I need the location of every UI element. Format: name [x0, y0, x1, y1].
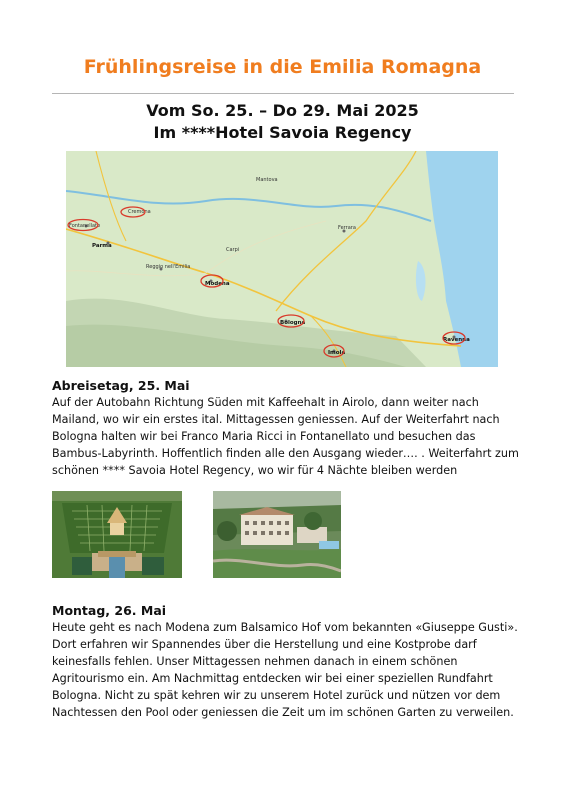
map-label-imola: Imola	[328, 350, 346, 356]
text-line: schönen **** Savoia Hotel Regency, wo wir für 4 Nächte bleiben werden	[52, 464, 458, 477]
map-label-fontanellato: Fontanellato	[69, 223, 101, 229]
text-line: Mailand, wo wir ein erstes ital. Mittagessen geniessen. Auf der Weiterfahrt nach	[52, 413, 500, 426]
section-text-abreisetag	[52, 394, 522, 479]
page-title: Frühlingsreise in die Emilia Romagna	[83, 56, 482, 78]
date-line: Vom So. 25. – Do 29. Mai 2025	[146, 101, 419, 120]
map-label-ravenna: Ravenna	[443, 337, 470, 343]
map-label-modena: Modena	[205, 281, 230, 287]
map-label-carpi: Carpi	[226, 247, 240, 253]
map-label-mantova: Mantova	[256, 177, 278, 183]
text-line: Heute geht es nach Modena zum Balsamico Hof vom bekannten «Giuseppe Gusti».	[52, 621, 518, 634]
hotel-photo	[213, 491, 341, 578]
route-map	[66, 151, 498, 367]
section-text-montag	[52, 619, 522, 721]
text-line: Agritourismo ein. Am Nachmittag entdecken wir bei einer speziellen Rundfahrt	[52, 672, 493, 685]
text-line: Auf der Autobahn Richtung Süden mit Kaffeehalt in Airolo, dann weiter nach	[52, 396, 479, 409]
section-heading-montag: Montag, 26. Mai	[52, 603, 167, 618]
text-line: Nachtessen den Pool oder geniessen die Zeit um im schönen Garten zu verweilen.	[52, 706, 514, 719]
hotel-line: Im ****Hotel Savoia Regency	[153, 123, 412, 142]
text-line: Bambus-Labyrinth. Hoffentlich finden alle den Ausgang wieder…. . Weiterfahrt zum	[52, 447, 519, 460]
map-label-bologna: Bologna	[280, 320, 306, 326]
labyrinth-photo	[52, 491, 182, 578]
text-line: keinesfalls fehlen. Unser Mittagessen nehmen danach in einem schönen	[52, 655, 458, 668]
map-label-cremona: Cremona	[128, 209, 151, 215]
map-label-parma: Parma	[92, 243, 112, 249]
map-label-reggio: Reggio nell'Emilia	[146, 264, 191, 270]
text-line: Bologna halten wir bei Franco Maria Ricci in Fontanellato und besuchen das	[52, 430, 476, 443]
section-heading-abreisetag: Abreisetag, 25. Mai	[52, 378, 190, 393]
map-label-ferrara: Ferrara	[338, 225, 356, 231]
text-line: Dort erfahren wir Spannendes über die Herstellung und eine Kostprobe darf	[52, 638, 477, 651]
title-divider	[52, 93, 514, 94]
text-line: Bologna. Nicht zu spät kehren wir zu unserem Hotel zurück und nützen vor dem	[52, 689, 501, 702]
